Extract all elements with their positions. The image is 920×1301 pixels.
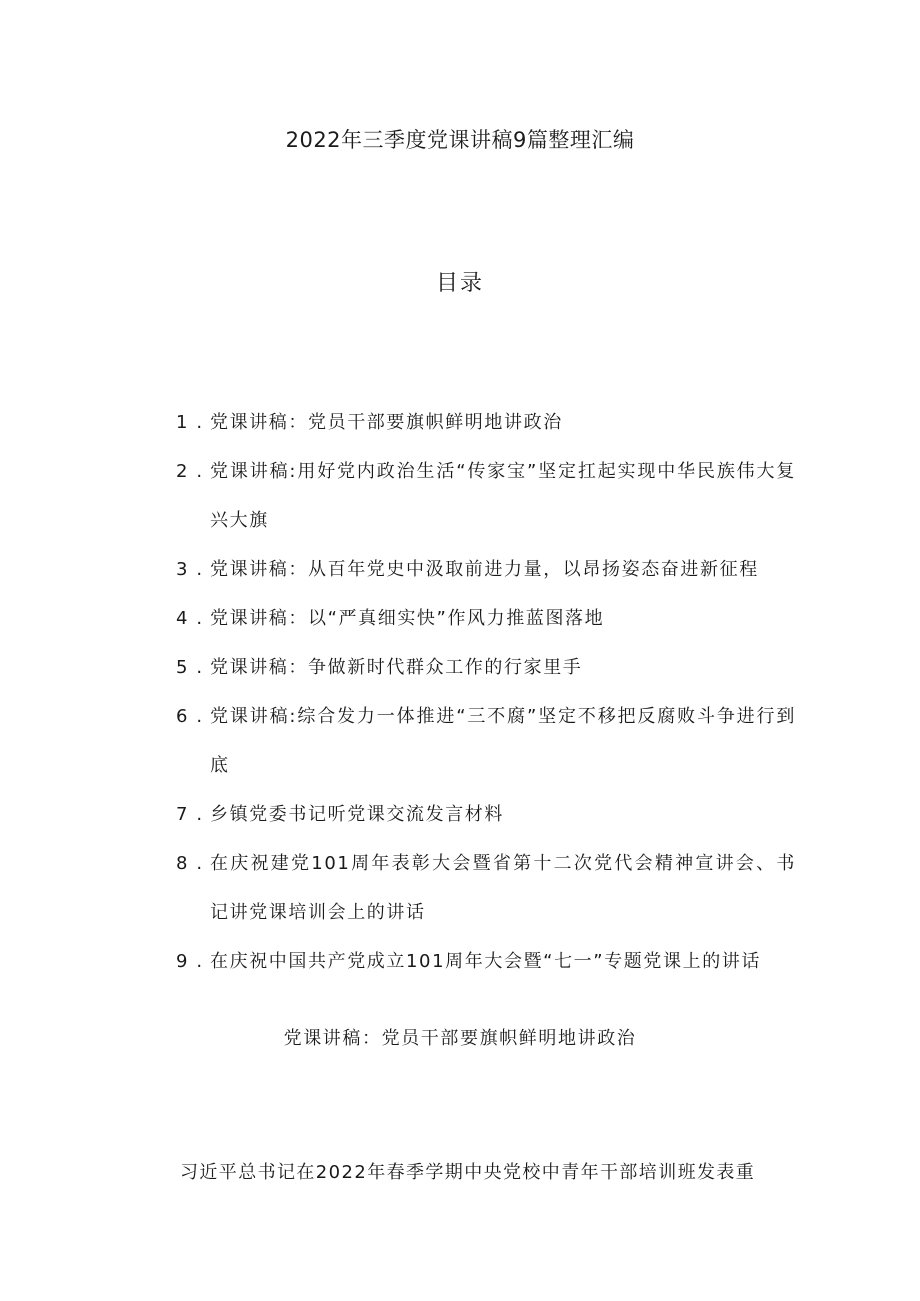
toc-item [176, 839, 796, 937]
toc-item-text: 乡镇党委书记听党课交流发言材料 [210, 804, 504, 825]
toc-item-text: 党课讲稿:综合发力一体推进“三不腐”坚定不移把反腐败斗争进行到底 [210, 706, 796, 776]
document-title: 2022年三季度党课讲稿9篇整理汇编 [285, 128, 635, 152]
table-of-contents [176, 398, 796, 986]
toc-heading: 目录 [435, 271, 484, 296]
toc-item-number: 4 . [176, 608, 204, 629]
toc-item-text: 在庆祝中国共产党成立101周年大会暨“七一”专题党课上的讲话 [210, 951, 762, 972]
toc-item-text: 党课讲稿：党员干部要旗帜鲜明地讲政治 [210, 412, 563, 433]
body-paragraph: 习近平总书记在2022年春季学期中央党校中青年干部培训班发表重 [180, 1162, 756, 1183]
toc-item [176, 594, 796, 643]
toc-item [176, 398, 796, 447]
toc-item-number: 1 . [176, 412, 204, 433]
toc-item-number: 7 . [176, 804, 204, 825]
toc-item [176, 692, 796, 790]
toc-item-number: 5 . [176, 657, 204, 678]
toc-item-text: 党课讲稿：争做新时代群众工作的行家里手 [210, 657, 583, 678]
toc-item-number: 8 . [176, 853, 204, 874]
toc-item-number: 3 . [176, 559, 204, 580]
toc-item [176, 790, 796, 839]
toc-item-text: 党课讲稿:用好党内政治生活“传家宝”坚定扛起实现中华民族伟大复兴大旗 [210, 461, 796, 531]
toc-item [176, 447, 796, 545]
toc-item [176, 937, 796, 986]
section-title: 党课讲稿：党员干部要旗帜鲜明地讲政治 [283, 1028, 637, 1049]
toc-item-number: 9 . [176, 951, 204, 972]
toc-item-number: 2 . [176, 461, 204, 482]
toc-item-text: 在庆祝建党101周年表彰大会暨省第十二次党代会精神宣讲会、书记讲党课培训会上的讲话 [210, 853, 796, 923]
toc-item-text: 党课讲稿：从百年党史中汲取前进力量，以昂扬姿态奋进新征程 [210, 559, 759, 580]
toc-item-number: 6 . [176, 706, 204, 727]
toc-item [176, 643, 796, 692]
toc-item-text: 党课讲稿：以“严真细实快”作风力推蓝图落地 [210, 608, 605, 629]
toc-item [176, 545, 796, 594]
